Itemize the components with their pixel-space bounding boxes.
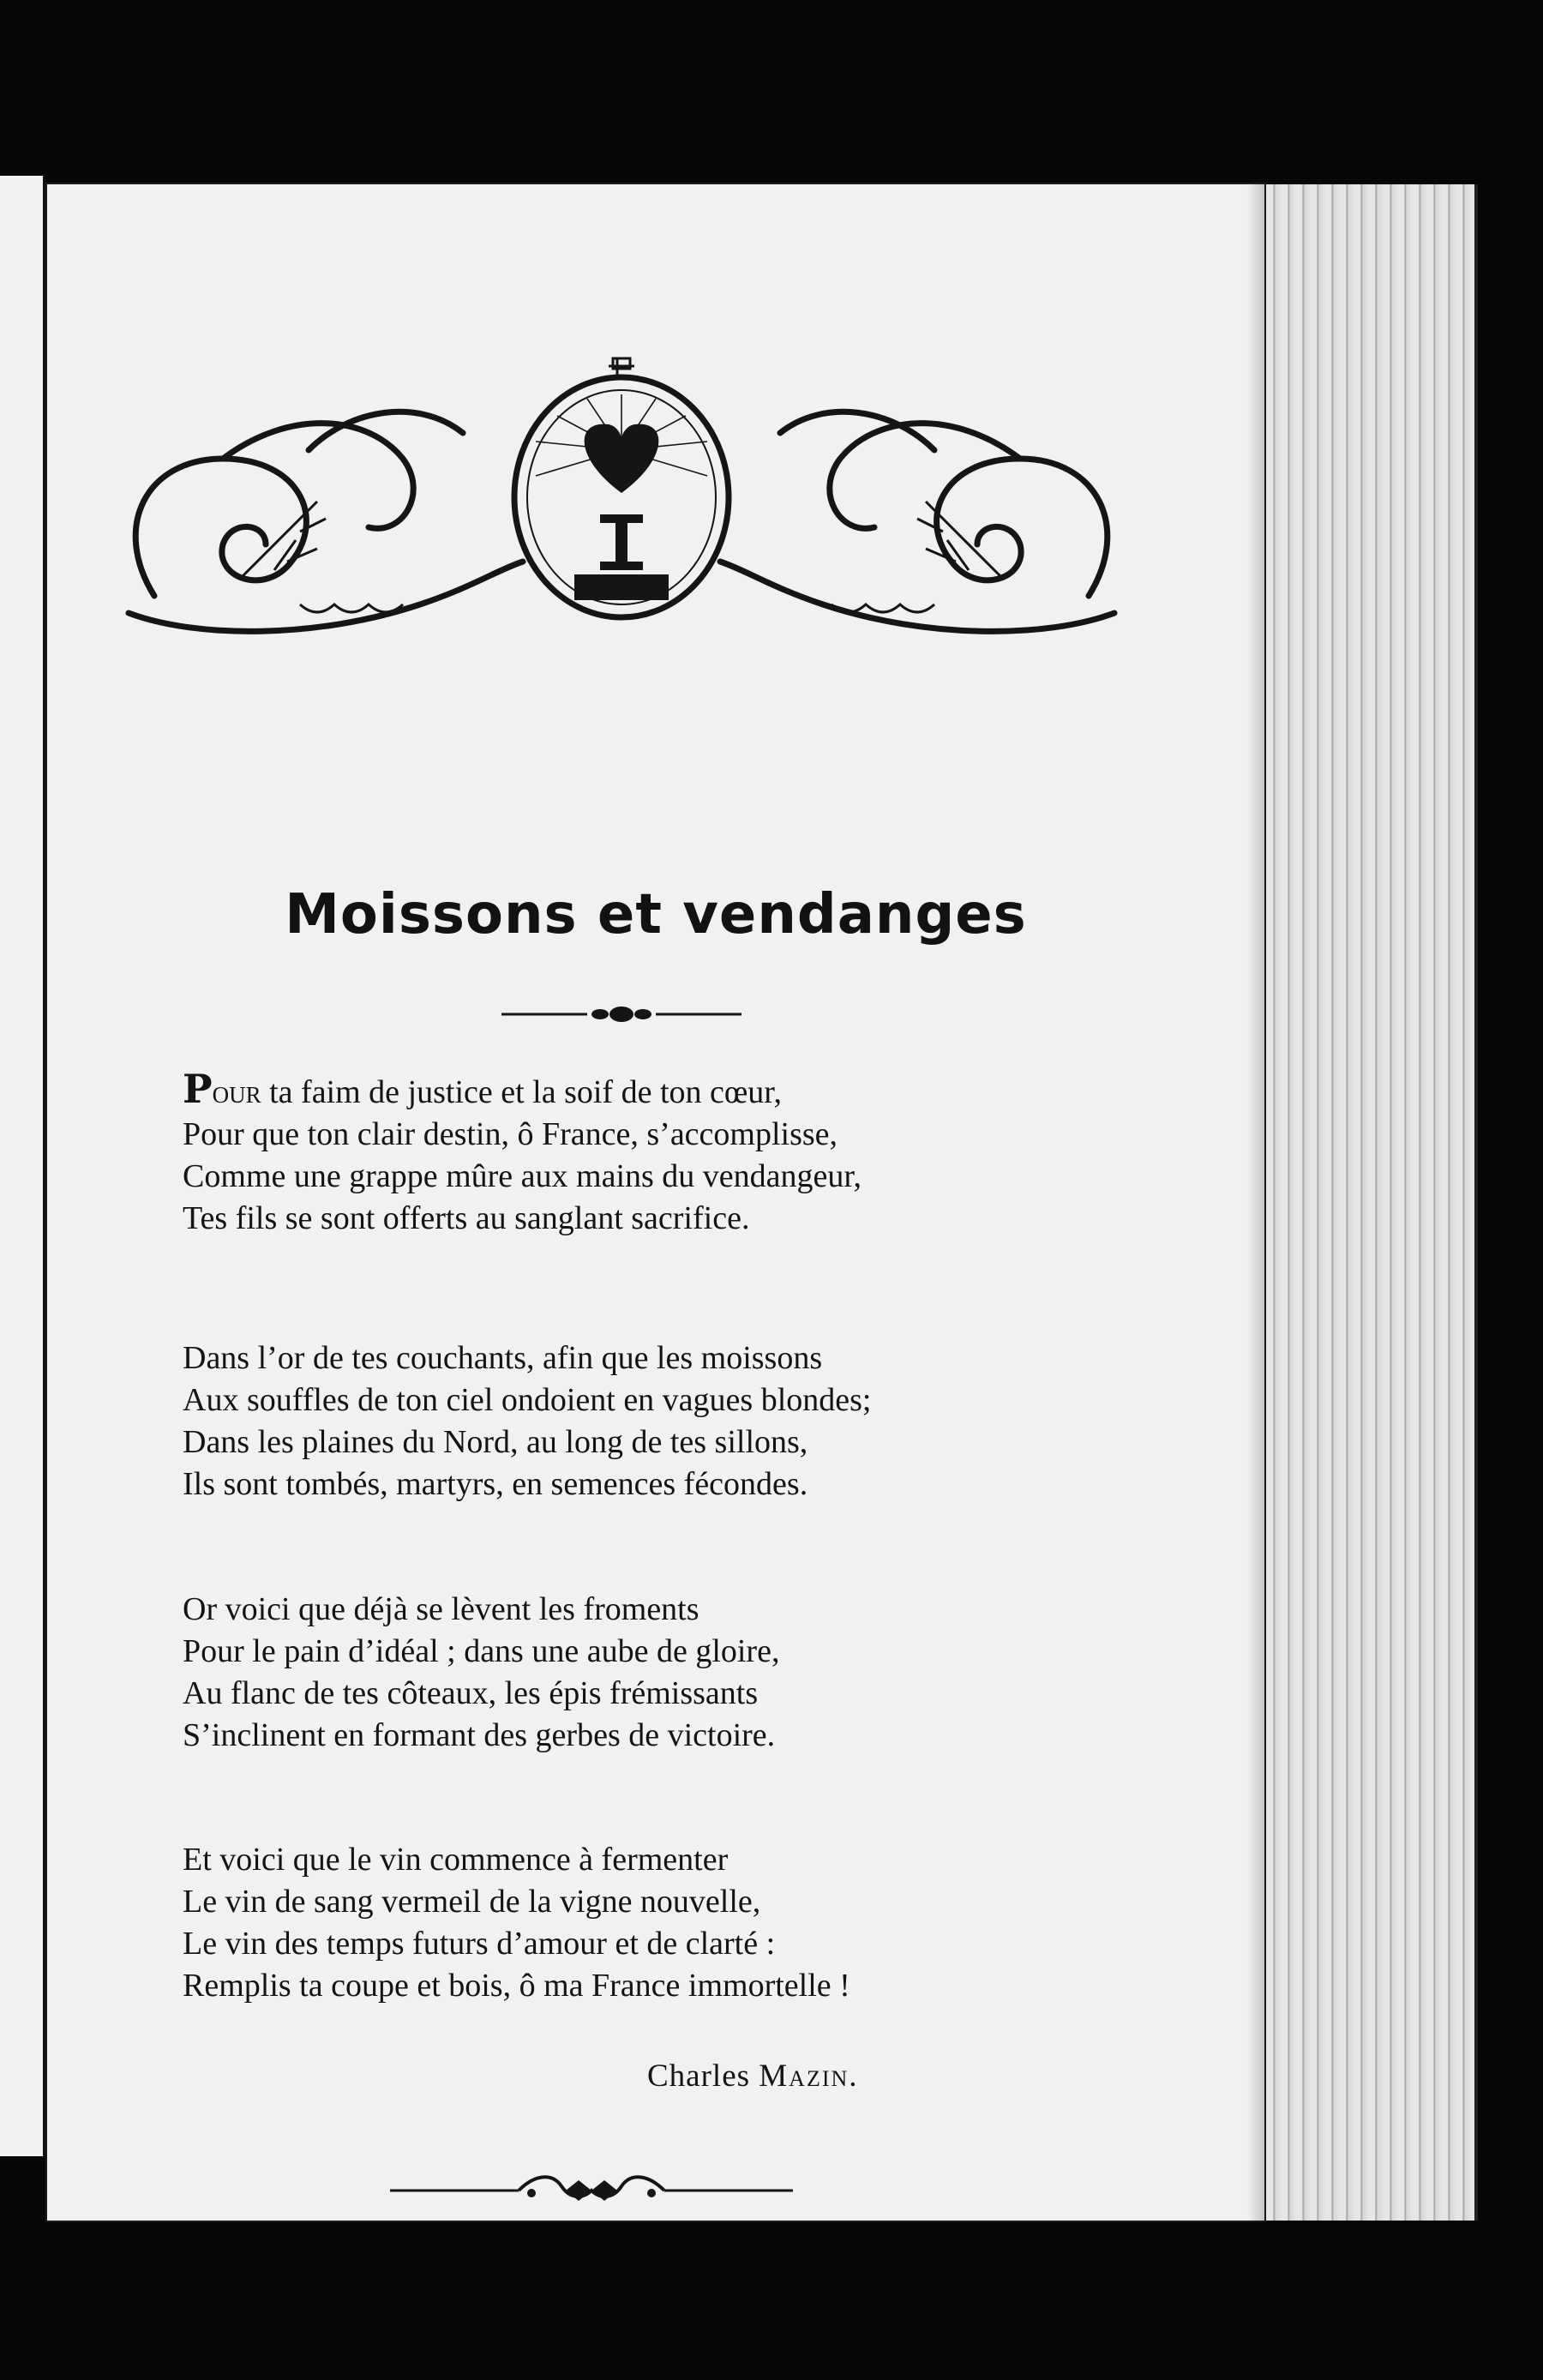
poem-line-text: ta faim de justice et la soif de ton cœur, — [261, 1074, 782, 1110]
drop-cap: P — [183, 1066, 213, 1112]
poem-line: Au flanc de tes côteaux, les épis frémissants — [183, 1675, 759, 1711]
stanza-2 — [183, 1337, 1160, 1506]
poem-line: Et voici que le vin commence à fermenter — [183, 1842, 729, 1878]
poem-line: Dans les plaines du Nord, au long de tes sillons, — [183, 1424, 808, 1460]
poem-line: Le vin de sang vermeil de la vigne nouvelle, — [183, 1884, 761, 1920]
author-signature — [647, 2058, 859, 2095]
sacred-heart-vignette — [94, 356, 1149, 639]
poem-line: Le vin des temps futurs d’amour et de clarté : — [183, 1926, 776, 1962]
author-last-name: Mazin. — [759, 2058, 859, 2094]
poem-line — [183, 1066, 1160, 1114]
book-page — [47, 184, 1264, 2221]
stanza-3 — [183, 1589, 1160, 1757]
author-first-name: Charles — [647, 2058, 751, 2094]
poem-line: S’inclinent en formant des gerbes de victoire. — [183, 1717, 776, 1753]
poem-line: Pour que ton clair destin, ô France, s’accomplisse, — [183, 1116, 838, 1152]
poem-line: Comme une grappe mûre aux mains du vendangeur, — [183, 1158, 862, 1194]
facing-page-edge — [0, 176, 45, 2156]
poem-line: Aux souffles de ton ciel ondoient en vagues blondes; — [183, 1382, 872, 1418]
stanza-1 — [183, 1066, 1160, 1240]
stanza-4 — [183, 1839, 1160, 2007]
poem-line: Pour le pain d’idéal ; dans une aube de gloire, — [183, 1633, 780, 1669]
poem-line: Or voici que déjà se lèvent les froments — [183, 1591, 699, 1627]
poem-title: Moissons et vendanges — [285, 883, 1027, 947]
poem-line: Ils sont tombés, martyrs, en semences fécondes. — [183, 1466, 808, 1502]
first-word-rest: our — [212, 1074, 261, 1110]
closing-ornament — [390, 2169, 793, 2212]
title-divider-ornament — [501, 997, 741, 1031]
page-stack-edge — [1252, 184, 1478, 2221]
poem-line: Tes fils se sont offerts au sanglant sacrifice. — [183, 1200, 750, 1236]
poem-line: Dans l’or de tes couchants, afin que les moissons — [183, 1340, 823, 1376]
poem-line: Remplis ta coupe et bois, ô ma France immortelle ! — [183, 1968, 850, 2004]
